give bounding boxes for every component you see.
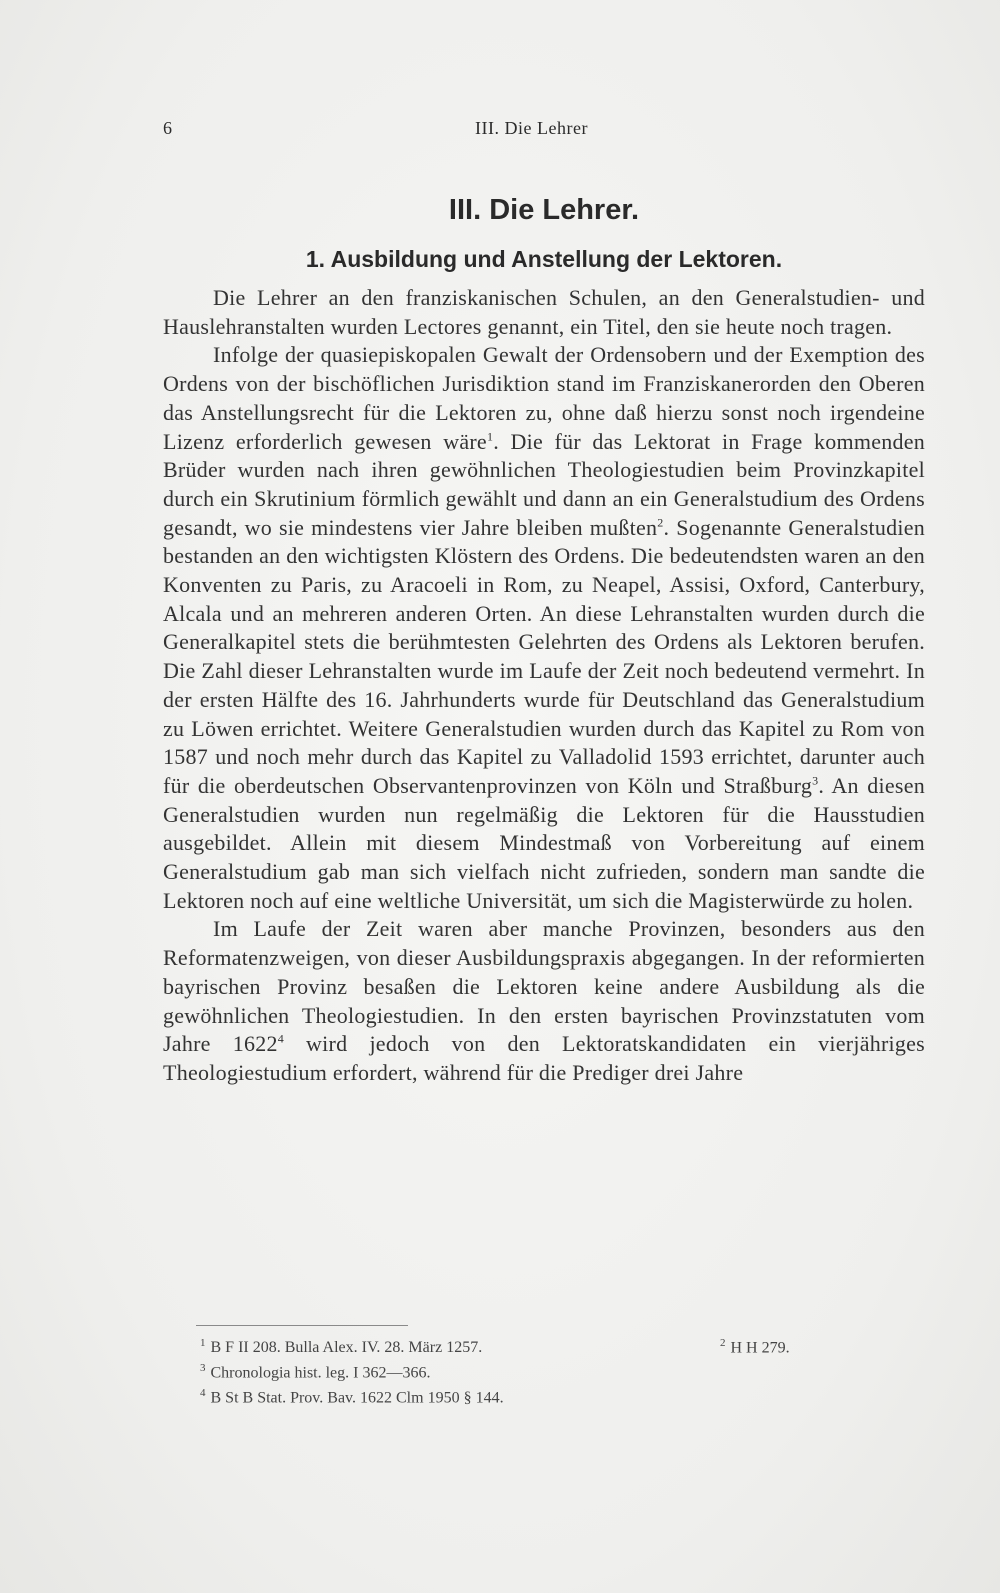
footnote-divider (196, 1325, 408, 1326)
footnote-text: B St B Stat. Prov. Bav. 1622 Clm 1950 § 144. (210, 1389, 504, 1407)
paragraph-2-part-4: . An diesen Generalstudien wurden nun regelmäßig die Lektoren für die Hausstudien ausgebildet. Allein mit diesem Mindestmaß von Vorbereitung auf einem Generalstudium gab man sich vielfach nicht zufrieden, sondern man sandte die Lektoren noch auf eine weltliche Universität, um sich die Magisterwürde zu holen. (163, 772, 925, 913)
chapter-title: III. Die Lehrer. (448, 194, 640, 226)
running-head (163, 118, 925, 148)
paragraph-2 (163, 341, 925, 915)
footnote-3 (200, 1356, 900, 1381)
footnote-number: 4 (200, 1387, 206, 1399)
footnote-4 (200, 1381, 900, 1406)
main-text (163, 188, 925, 1088)
footnote-ref-4: 4 (277, 1031, 284, 1046)
running-title: III. Die Lehrer (475, 118, 588, 138)
footnote-line-1 (200, 1331, 900, 1356)
footnote-ref-1: 1 (486, 429, 494, 444)
footnote-number: 1 (200, 1337, 206, 1349)
page-number: 6 (163, 118, 172, 138)
paragraph-2-part-1: Infolge der quasiepiskopalen Gewalt der Ordensobern und der Exemption des Ordens von der bischöflichen Jurisdiktion stand im Franziskanerorden den Oberen das Anstellungsrecht für die Lektoren zu, ohne daß hierzu sonst noch irgendeine Lizenz erforderlich gewesen wäre (163, 342, 925, 454)
paragraph-3-part-1: Im Laufe der Zeit waren aber manche Provinzen, besonders aus den Reformatenzweigen, von dieser Ausbildungspraxis abgegangen. In der reformierten bayrischen Provinz besaßen die Lektoren keine andere Ausbildung als die gewöhnlichen Theologiestudien. In den ersten bayrischen Provinzstatuten vom Jahre 1622 (163, 916, 925, 1057)
footnote-1 (200, 1339, 482, 1356)
paragraph-1: Die Lehrer an den franziskanischen Schulen, an den Generalstudien- und Hauslehranstalten wurden Lectores genannt, ein Titel, den sie heute noch tragen. (163, 285, 925, 339)
footnote-text: H H 279. (730, 1339, 790, 1357)
footnote-number: 2 (720, 1337, 726, 1349)
footnote-text: B F II 208. Bulla Alex. IV. 28. März 1257. (210, 1339, 483, 1357)
paragraph-2-part-2: . Die für das Lektorat in Frage kommenden Brüder wurden nach ihren gewöhnlichen Theologiestudien beim Provinzkapitel durch ein Skrutinium förmlich gewählt und dann an ein Generalstudium des Ordens gesandt, wo sie mindestens vier Jahre bleiben mußten (163, 428, 926, 540)
section-title: 1. Ausbildung und Anstellung der Lektoren. (305, 246, 783, 272)
footnote-number: 3 (200, 1362, 206, 1374)
paragraph-3 (163, 915, 925, 1087)
paragraph-3-part-2: wird jedoch von den Lektoratskandidaten ein vierjähriges Theologiestudium erfordert, während für die Prediger drei Jahre (163, 1031, 925, 1085)
footnotes (200, 1331, 900, 1406)
footnote-ref-3: 3 (812, 773, 819, 788)
paragraph-2-part-3: . Sogenannte Generalstudien bestanden an den wichtigsten Klöstern des Ordens. Die bedeutendsten waren an den Konventen zu Paris, zu Aracoeli in Rom, zu Neapel, Assisi, Oxford, Canterbury, Alcala und an mehreren anderen Orten. An diese Lehranstalten wurden durch die Generalkapitel stets die berühmtesten Gelehrten des Ordens als Lektoren berufen. Die Zahl dieser Lehranstalten wurde im Laufe der Zeit noch bedeutend vermehrt. In der ersten Hälfte des 16. Jahrhunderts wurde für Deutschland das Generalstudium zu Löwen errichtet. Weitere Generalstudien wurden durch das Kapitel zu Rom von 1587 und noch mehr durch das Kapitel zu Valladolid 1593 errichtet, darunter auch für die oberdeutschen Observantenprovinzen von Köln und Straßburg (163, 514, 925, 798)
footnote-text: Chronologia hist. leg. I 362—366. (210, 1364, 431, 1382)
footnote-ref-2: 2 (657, 515, 664, 530)
